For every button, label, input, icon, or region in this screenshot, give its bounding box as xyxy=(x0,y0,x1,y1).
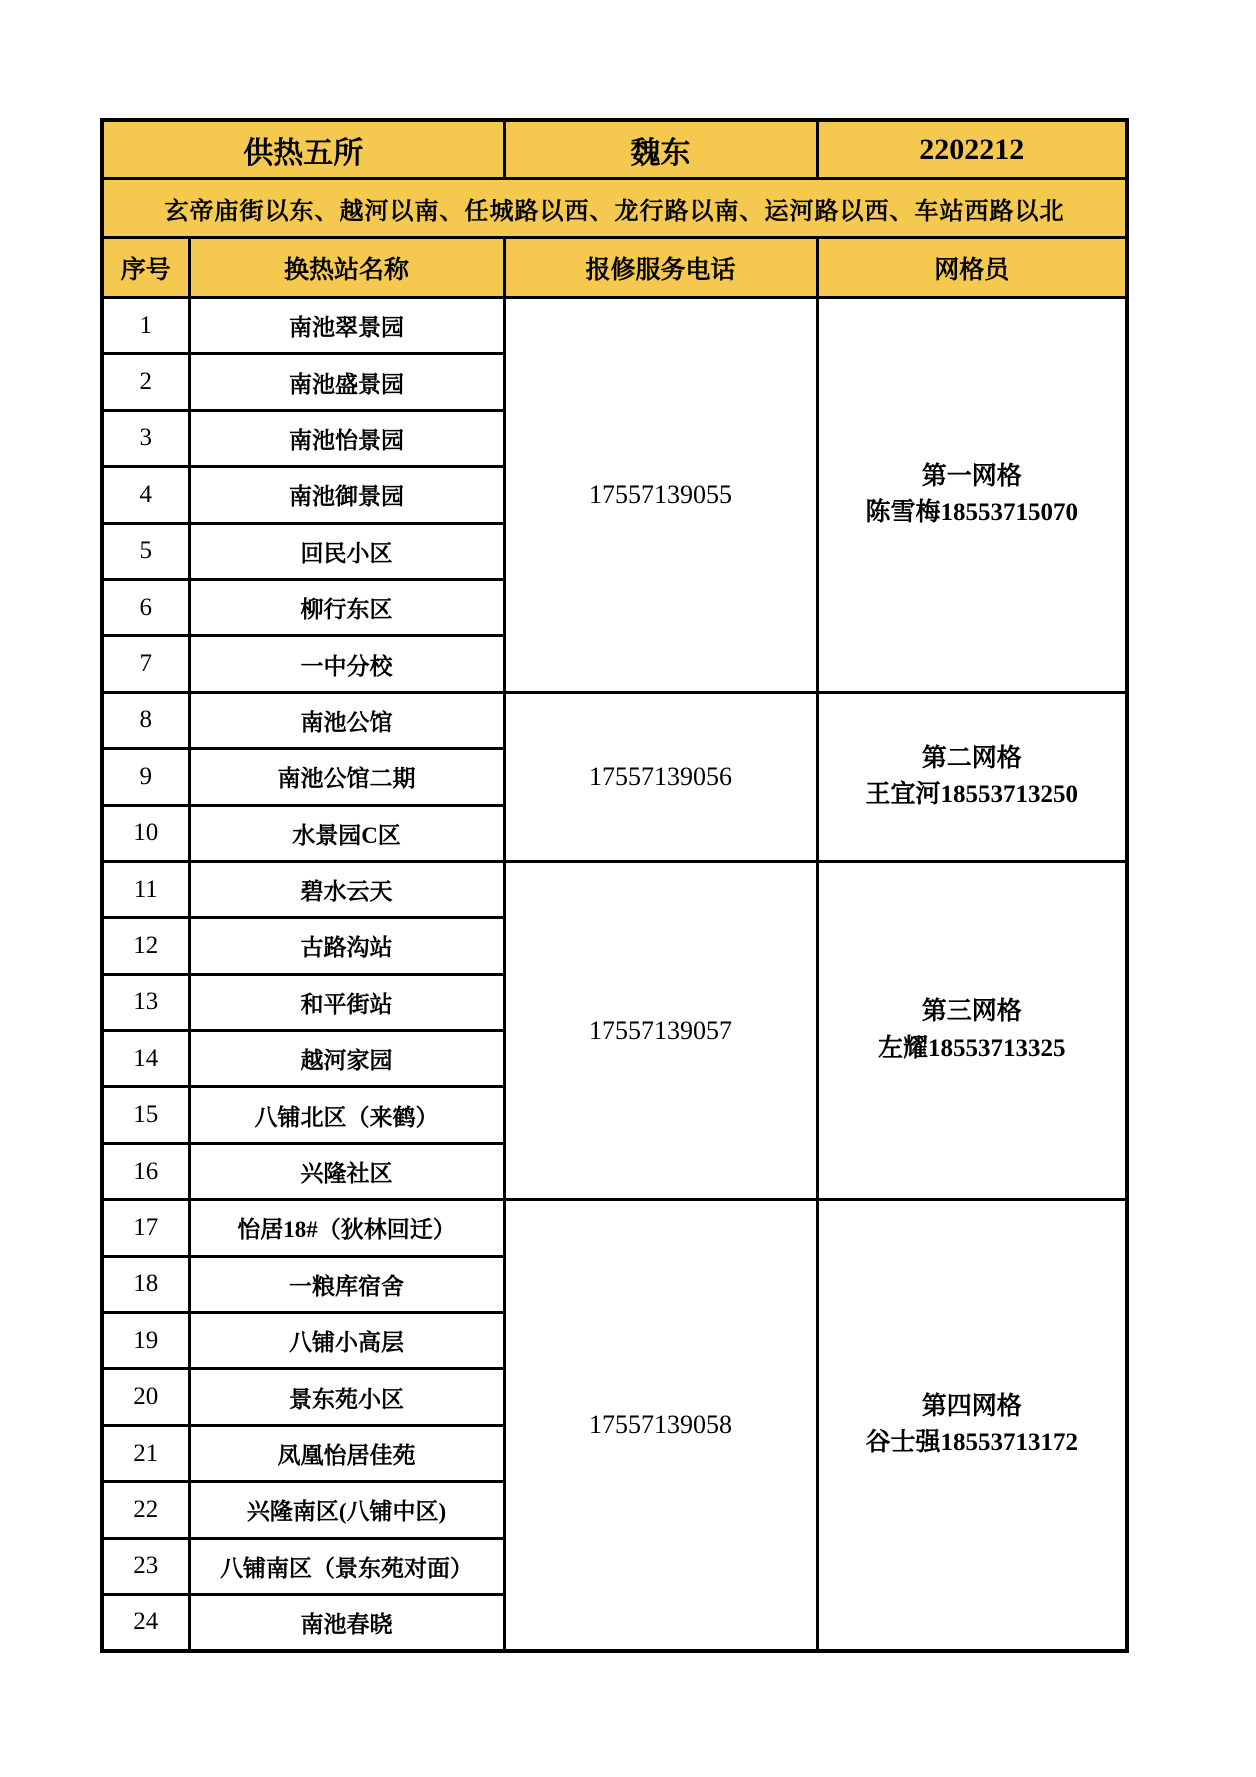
station-name: 凤凰怡居佳苑 xyxy=(189,1425,504,1481)
station-name: 南池御景园 xyxy=(189,467,504,523)
station-name: 一粮库宿舍 xyxy=(189,1256,504,1312)
row-index: 13 xyxy=(102,974,189,1030)
row-index: 8 xyxy=(102,692,189,748)
station-name: 回民小区 xyxy=(189,523,504,579)
row-index: 5 xyxy=(102,523,189,579)
grid-worker-cell xyxy=(817,861,1127,1199)
district-row xyxy=(102,179,1127,238)
service-phone: 17557139055 xyxy=(504,298,817,693)
row-index: 12 xyxy=(102,918,189,974)
station-name: 南池公馆 xyxy=(189,692,504,748)
station-name: 八铺小高层 xyxy=(189,1313,504,1369)
station-table-body xyxy=(102,298,1127,1651)
table-row xyxy=(102,1200,1127,1256)
col-header-index: 序号 xyxy=(102,238,189,298)
grid-worker-cell xyxy=(817,1200,1127,1651)
station-name: 兴隆南区(八铺中区) xyxy=(189,1482,504,1538)
row-index: 11 xyxy=(102,861,189,917)
row-index: 14 xyxy=(102,1031,189,1087)
station-name: 一中分校 xyxy=(189,636,504,692)
grid-name: 第一网格 xyxy=(921,462,1022,490)
station-name: 八铺南区（景东苑对面） xyxy=(189,1538,504,1594)
station-name: 古路沟站 xyxy=(189,918,504,974)
col-header-station: 换热站名称 xyxy=(189,238,504,298)
table-row xyxy=(102,692,1127,748)
station-name: 水景园C区 xyxy=(189,805,504,861)
grid-contact: 王宜河18553713250 xyxy=(865,780,1078,808)
station-name: 南池公馆二期 xyxy=(189,749,504,805)
table-row xyxy=(102,861,1127,917)
station-name: 柳行东区 xyxy=(189,579,504,635)
col-header-phone: 报修服务电话 xyxy=(504,238,817,298)
grid-name: 第二网格 xyxy=(921,744,1022,772)
service-phone: 17557139058 xyxy=(504,1200,817,1651)
station-name: 怡居18#（狄林回迁） xyxy=(189,1200,504,1256)
station-name: 南池翠景园 xyxy=(189,298,504,354)
row-index: 7 xyxy=(102,636,189,692)
station-name: 和平街站 xyxy=(189,974,504,1030)
row-index: 19 xyxy=(102,1313,189,1369)
row-index: 17 xyxy=(102,1200,189,1256)
col-header-grid-worker: 网格员 xyxy=(817,238,1127,298)
department-title: 供热五所 xyxy=(102,120,504,179)
grid-worker-cell xyxy=(817,692,1127,861)
row-index: 6 xyxy=(102,579,189,635)
grid-contact: 左耀18553713325 xyxy=(877,1034,1066,1062)
service-phone: 17557139056 xyxy=(504,692,817,861)
station-name: 景东苑小区 xyxy=(189,1369,504,1425)
row-index: 16 xyxy=(102,1143,189,1199)
row-index: 23 xyxy=(102,1538,189,1594)
manager-name: 魏东 xyxy=(504,120,817,179)
grid-contact: 谷士强18553713172 xyxy=(865,1429,1078,1457)
table-row xyxy=(102,298,1127,354)
grid-name: 第三网格 xyxy=(921,998,1022,1026)
service-phone: 17557139057 xyxy=(504,861,817,1199)
row-index: 10 xyxy=(102,805,189,861)
station-name: 兴隆社区 xyxy=(189,1143,504,1199)
row-index: 20 xyxy=(102,1369,189,1425)
station-name: 南池春晓 xyxy=(189,1594,504,1650)
title-row xyxy=(102,120,1127,179)
department-code: 2202212 xyxy=(817,120,1127,179)
row-index: 15 xyxy=(102,1087,189,1143)
row-index: 3 xyxy=(102,410,189,466)
row-index: 4 xyxy=(102,467,189,523)
row-index: 22 xyxy=(102,1482,189,1538)
grid-name: 第四网格 xyxy=(921,1392,1022,1420)
station-name: 越河家园 xyxy=(189,1031,504,1087)
station-name: 碧水云天 xyxy=(189,861,504,917)
row-index: 2 xyxy=(102,354,189,410)
row-index: 1 xyxy=(102,298,189,354)
grid-contact: 陈雪梅18553715070 xyxy=(865,498,1078,526)
row-index: 9 xyxy=(102,749,189,805)
column-header-row xyxy=(102,238,1127,298)
station-name: 八铺北区（来鹤） xyxy=(189,1087,504,1143)
station-name: 南池盛景园 xyxy=(189,354,504,410)
heating-station-table xyxy=(100,118,1129,1653)
grid-worker-cell xyxy=(817,298,1127,693)
row-index: 21 xyxy=(102,1425,189,1481)
row-index: 18 xyxy=(102,1256,189,1312)
row-index: 24 xyxy=(102,1594,189,1650)
station-name: 南池怡景园 xyxy=(189,410,504,466)
district-description: 玄帝庙街以东、越河以南、任城路以西、龙行路以南、运河路以西、车站西路以北 xyxy=(102,179,1127,238)
